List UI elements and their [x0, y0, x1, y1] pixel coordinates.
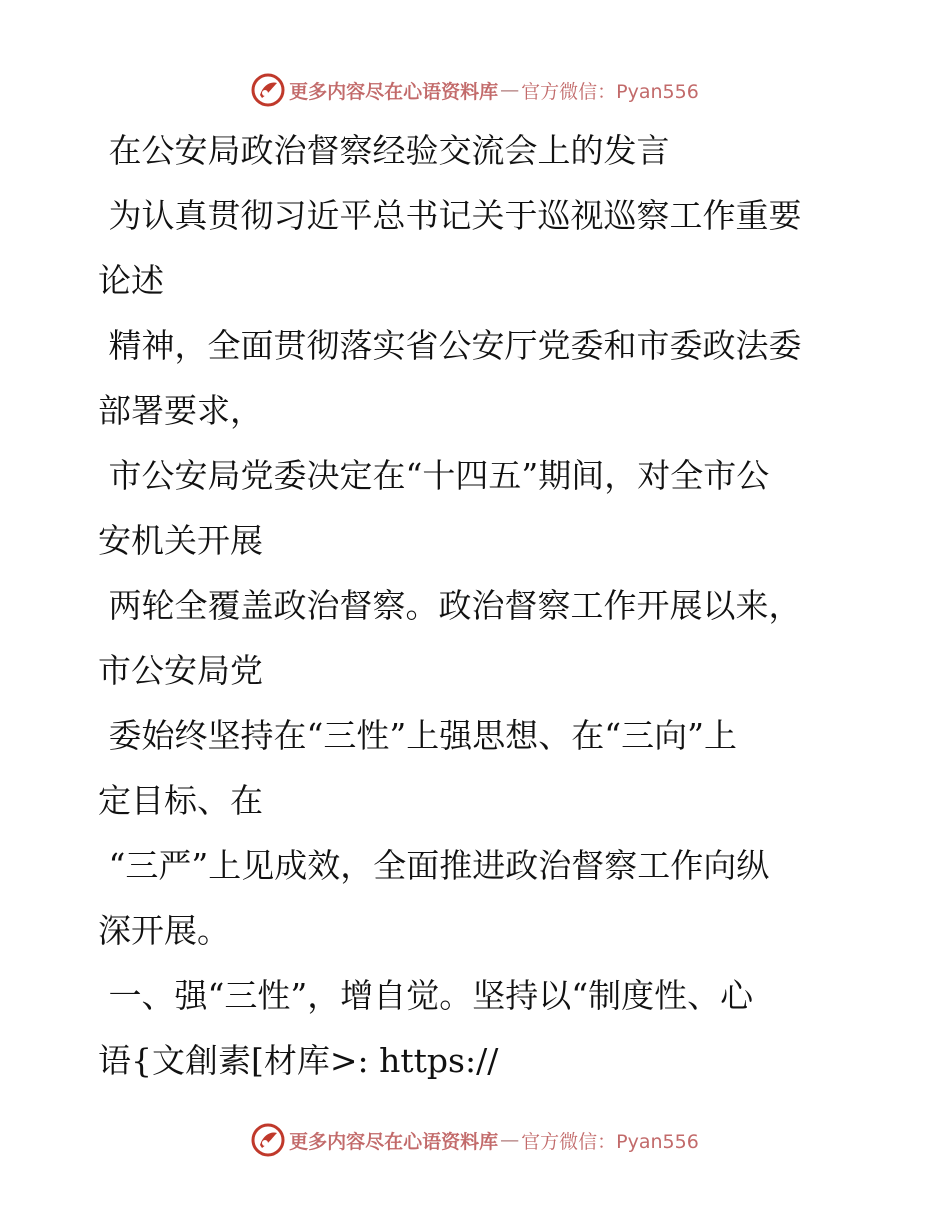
text-line: 为认真贯彻习近平总书记关于巡视巡察工作重要: [98, 196, 802, 235]
watermark-dash: —: [500, 1129, 520, 1151]
watermark-text: 更多内容尽在心语资料库: [289, 80, 499, 103]
text-line: 市公安局党委决定在“十四五”期间，对全市公: [98, 456, 770, 495]
header-watermark: [0, 70, 950, 110]
text-line: 安机关开展: [98, 521, 263, 560]
text-line: 市公安局党: [98, 651, 263, 690]
logo-icon: [251, 73, 285, 107]
document-title: 在公安局政治督察经验交流会上的发言: [98, 131, 670, 170]
text-line: 深开展。: [98, 911, 230, 950]
text-line: 论述: [98, 261, 164, 300]
text-line: 部署要求，: [98, 391, 263, 430]
text-line: 精神，全面贯彻落实省公安厅党委和市委政法委: [98, 326, 802, 365]
watermark-contact: 官方微信：Pyan556: [521, 1130, 699, 1153]
footer-watermark: [0, 1120, 950, 1160]
text-line: 两轮全覆盖政治督察。政治督察工作开展以来，: [98, 586, 802, 625]
section-heading-line: 一、强“三性”，增自觉。坚持以“制度性、心: [98, 976, 754, 1015]
watermark-text: 更多内容尽在心语资料库: [289, 1130, 499, 1153]
text-line: 委始终坚持在“三性”上强思想、在“三向”上: [98, 716, 737, 755]
logo-icon: [251, 1123, 285, 1157]
text-line: 语{文創素[材库>: https://: [98, 1041, 499, 1080]
text-line: “三严”上见成效，全面推进政治督察工作向纵: [98, 846, 770, 885]
document-body: [98, 118, 838, 1093]
watermark-dash: —: [500, 79, 520, 101]
watermark-contact: 官方微信：Pyan556: [521, 80, 699, 103]
text-line: 定目标、在: [98, 781, 263, 820]
